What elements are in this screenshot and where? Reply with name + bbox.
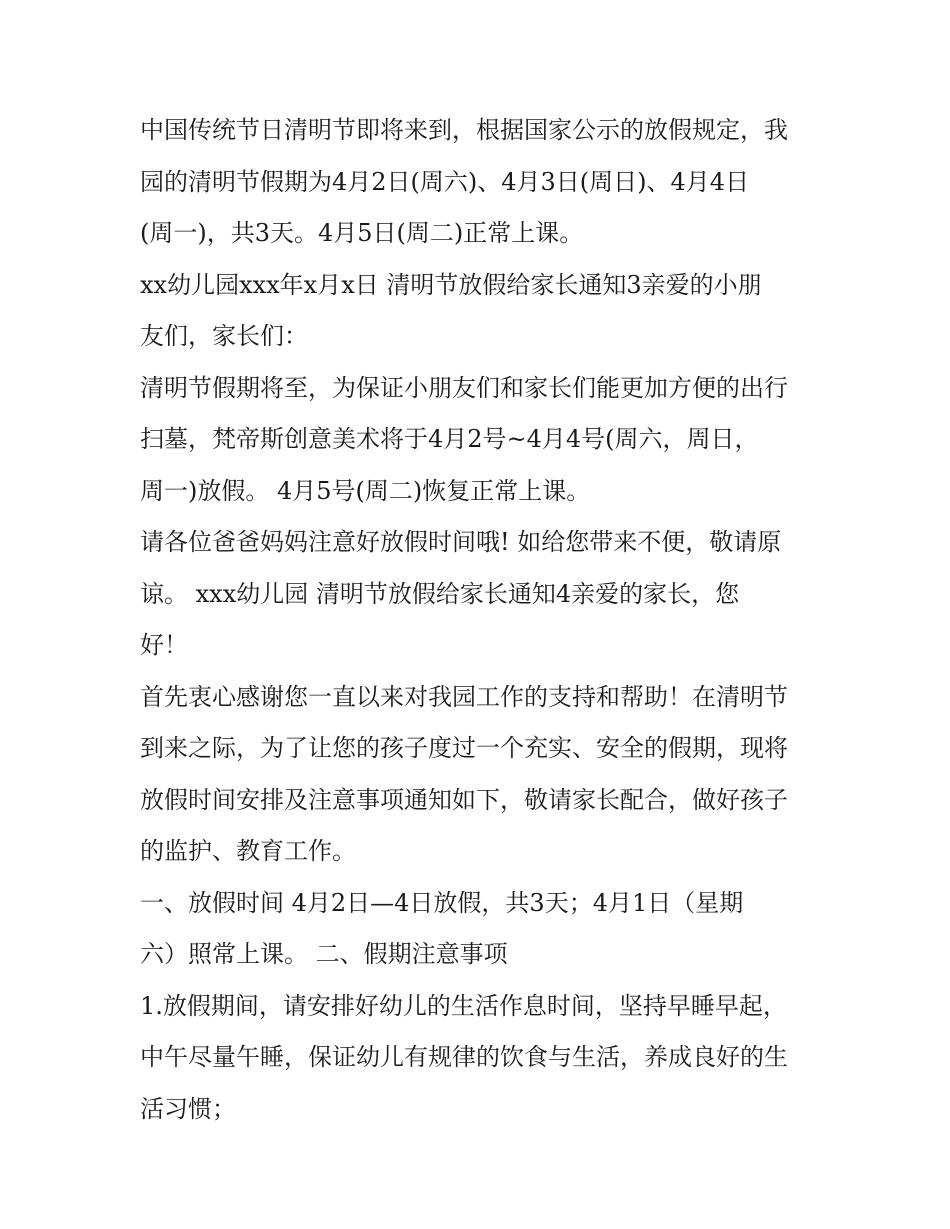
text-line: (周一)，共3天。4月5日(周二)正常上课。 [140, 219, 584, 247]
text-line: 的监护、教育工作。 [140, 837, 356, 865]
text-line: 一、放假时间 4月2日—4日放假，共3天；4月1日（星期 [140, 888, 744, 917]
text-line: 首先衷心感谢您一直以来对我园工作的支持和帮助！在清明节 [140, 682, 788, 711]
text-line: 谅。 xxx幼儿园 清明节放假给家长通知4亲爱的家长，您 [140, 579, 740, 608]
text-line: 放假时间安排及注意事项通知如下，敬请家长配合，做好孩子 [140, 785, 788, 814]
text-line: 清明节假期将至，为保证小朋友们和家长们能更加方便的出行 [140, 373, 788, 402]
text-line: 园的清明节假期为4月2日(周六)、4月3日(周日)、4月4日 [140, 167, 750, 196]
text-line: 六）照常上课。 二、假期注意事项 [140, 940, 508, 968]
text-line: 好！ [140, 631, 188, 659]
text-line: 周一)放假。 4月5号(周二)恢复正常上课。 [140, 476, 591, 505]
document-body [140, 105, 812, 1135]
text-line: 中午尽量午睡，保证幼儿有规律的饮食与生活，养成良好的生 [140, 1043, 788, 1071]
text-line: xx幼儿园xxx年x月x日 清明节放假给家长通知3亲爱的小朋 [140, 270, 762, 299]
text-line: 请各位爸爸妈妈注意好放假时间哦! 如给您带来不便，敬请原 [140, 528, 782, 556]
text-line: 中国传统节日清明节即将来到，根据国家公示的放假规定，我 [140, 116, 788, 144]
text-line: 友们，家长们： [140, 322, 308, 350]
text-line: 1.放假期间，请安排好幼儿的生活作息时间，坚持早睡早起， [140, 991, 787, 1020]
text-line: 到来之际，为了让您的孩子度过一个充实、安全的假期，现将 [140, 734, 788, 762]
text-line: 活习惯； [140, 1094, 236, 1123]
text-line: 扫墓，梵帝斯创意美术将于4月2号~4月4号(周六，周日， [140, 425, 759, 453]
